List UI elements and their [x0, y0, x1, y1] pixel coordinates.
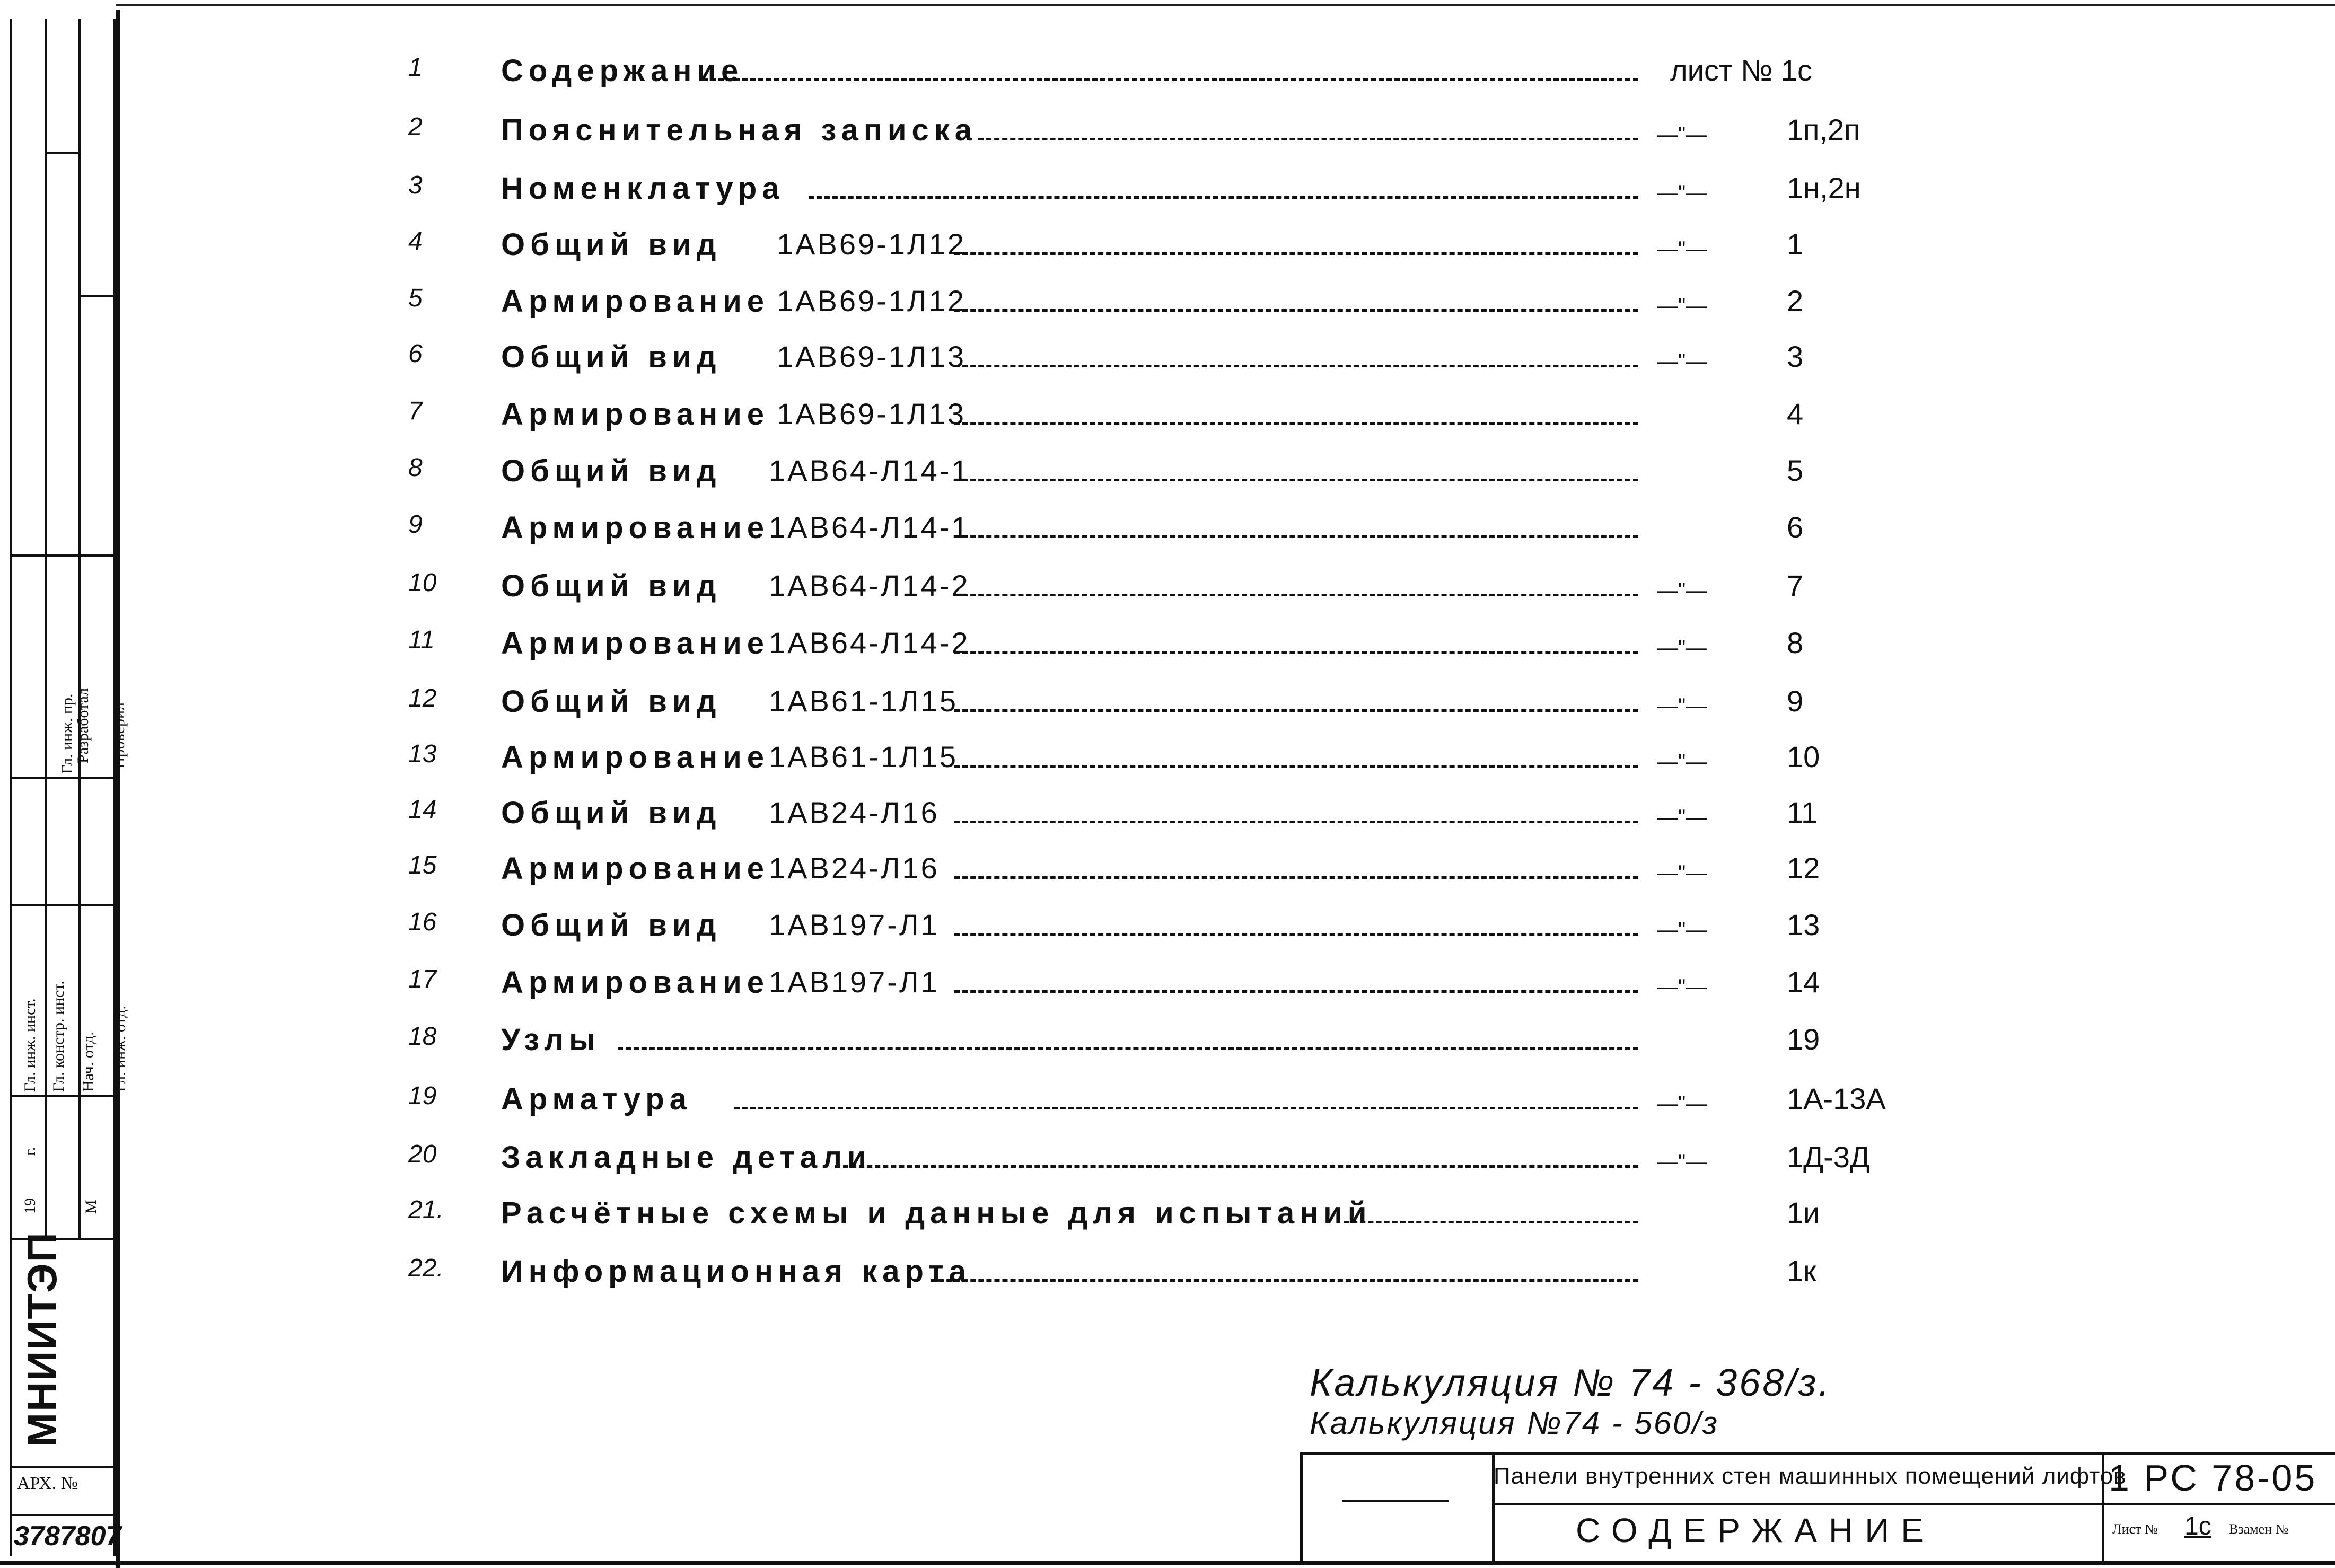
- row-number: 12: [408, 684, 437, 712]
- leader-dashes: [618, 1047, 1638, 1050]
- leader-dashes: [954, 876, 1638, 879]
- leader-dashes: [954, 990, 1638, 993]
- leader-dashes: [734, 1107, 1638, 1109]
- sheet-reference: 2: [1787, 284, 1804, 318]
- sheet-reference: 1Д-3Д: [1787, 1140, 1870, 1174]
- leader-dashes: [703, 78, 1638, 81]
- row-number: 7: [408, 397, 423, 425]
- ditto-mark: —"—: [1657, 918, 1707, 941]
- ditto-mark: —"—: [1657, 694, 1707, 718]
- sheet-reference: 19: [1787, 1023, 1820, 1056]
- document-description: Панели внутренних стен машинных помещений лифтов: [1494, 1463, 2127, 1489]
- leader-dashes: [954, 933, 1638, 936]
- row-number: 13: [408, 740, 437, 768]
- title-block-border: [1492, 1503, 2335, 1505]
- strip-line: [45, 19, 47, 1238]
- ditto-mark: —"—: [1657, 1150, 1707, 1174]
- sheet-reference: 11: [1787, 796, 1818, 829]
- sheet-reference: 1: [1787, 227, 1804, 261]
- leader-dashes: [954, 479, 1638, 481]
- ditto-mark: —"—: [1657, 636, 1707, 659]
- sheet-reference: 13: [1787, 908, 1820, 941]
- row-number: 16: [408, 908, 437, 936]
- row-title: Армирование: [501, 626, 770, 660]
- title-block-border: [1342, 1500, 1449, 1502]
- row-number: 3: [408, 171, 423, 199]
- ditto-mark: —"—: [1657, 237, 1707, 261]
- document-title: СОДЕРЖАНИЕ: [1576, 1511, 1935, 1549]
- title-block: [1300, 1452, 2335, 1564]
- drawing-code: 1АВ69-1Л12: [777, 227, 966, 261]
- row-number: 8: [408, 454, 423, 482]
- drawing-code: 1АВ197-Л1: [769, 965, 940, 999]
- ditto-mark: —"—: [1657, 181, 1707, 205]
- organization-name: МНИИТЭП: [19, 1231, 65, 1447]
- sheet-label: Лист №: [2112, 1521, 2158, 1537]
- sheet-reference: 3: [1787, 340, 1804, 373]
- drawing-code: 1АВ69-1Л13: [777, 397, 966, 430]
- strip-line: [10, 1466, 113, 1468]
- row-number: 21.: [408, 1196, 444, 1224]
- sheet-reference: 6: [1787, 510, 1804, 544]
- ditto-mark: —"—: [1657, 1092, 1707, 1115]
- strip-line: [10, 904, 113, 906]
- row-number: 9: [408, 510, 423, 539]
- leader-dashes: [954, 422, 1638, 425]
- strip-line: [10, 777, 113, 779]
- row-title: Расчётные схемы и данные для испытаний: [501, 1196, 1372, 1230]
- title-block-border: [1300, 1452, 2335, 1455]
- leader-dashes: [954, 651, 1638, 654]
- ditto-mark: —"—: [1657, 579, 1707, 602]
- row-title: Общий вид: [501, 227, 722, 262]
- document-code: 1 РС 78-05: [2109, 1457, 2318, 1499]
- leader-dashes: [931, 1279, 1638, 1282]
- leader-dashes: [954, 309, 1638, 312]
- leader-dashes: [954, 365, 1638, 367]
- row-number: 2: [408, 113, 423, 141]
- strip-role-label: Гл. инж. инст.: [21, 998, 39, 1092]
- row-number: 19: [408, 1082, 437, 1110]
- frame-top-border: [116, 4, 2335, 6]
- strip-year-label: 19: [21, 1198, 39, 1214]
- row-title: Общий вид: [501, 908, 722, 942]
- leader-dashes: [954, 765, 1638, 768]
- leader-dashes: [835, 1165, 1638, 1168]
- drawing-code: 1АВ64-Л14-1: [769, 510, 970, 544]
- row-number: 11: [408, 626, 435, 654]
- frame-left-border: [116, 10, 120, 1568]
- row-number: 14: [408, 796, 437, 824]
- ditto-mark: —"—: [1657, 861, 1707, 885]
- row-title: Общий вид: [501, 454, 722, 488]
- row-title: Узлы: [501, 1023, 601, 1057]
- sheet-reference: 12: [1787, 851, 1820, 885]
- row-title: Закладные детали: [501, 1140, 872, 1175]
- row-title: Армирование: [501, 965, 770, 1000]
- strip-line: [113, 19, 116, 1556]
- leader-dashes: [954, 252, 1638, 255]
- row-number: 17: [408, 965, 437, 993]
- leader-dashes: [954, 594, 1638, 596]
- strip-line: [10, 19, 12, 1556]
- sheet-reference: 1к: [1787, 1254, 1816, 1288]
- row-number: 4: [408, 227, 423, 256]
- row-title: Информационная карта: [501, 1254, 971, 1289]
- ditto-mark: —"—: [1657, 123, 1707, 146]
- replace-label: Взамен №: [2229, 1521, 2289, 1537]
- sheet-reference: 4: [1787, 397, 1804, 430]
- row-number: 22.: [408, 1254, 444, 1282]
- ditto-mark: —"—: [1657, 294, 1707, 318]
- drawing-code: 1АВ64-Л14-2: [769, 626, 970, 659]
- drawing-code: 1АВ197-Л1: [769, 908, 940, 941]
- strip-m-label: М: [82, 1200, 100, 1214]
- row-number: 6: [408, 340, 423, 368]
- leader-dashes: [978, 138, 1638, 140]
- sheet-reference: 1п,2п: [1787, 113, 1860, 146]
- drawing-code: 1АВ69-1Л13: [777, 340, 966, 373]
- leader-dashes: [1344, 1221, 1638, 1223]
- row-title: Содержание: [501, 54, 744, 88]
- sheet-reference: 9: [1787, 684, 1804, 718]
- row-title: Армирование: [501, 851, 770, 886]
- strip-line: [78, 295, 113, 297]
- row-title: Армирование: [501, 510, 770, 545]
- leader-dashes: [954, 821, 1638, 823]
- title-block-border: [1300, 1452, 1303, 1564]
- row-title: Армирование: [501, 740, 770, 774]
- archive-number: 3787807: [14, 1521, 121, 1552]
- ditto-mark: —"—: [1657, 806, 1707, 829]
- strip-role-label: Нач. отд.: [80, 1032, 97, 1092]
- leader-dashes: [954, 709, 1638, 712]
- row-number: 1: [408, 54, 423, 82]
- strip-role-label: Проверил: [110, 702, 128, 769]
- calculation-note: Калькуляция № 74 - 368/з.: [1310, 1362, 1831, 1404]
- row-number: 20: [408, 1140, 437, 1168]
- strip-role-label: Гл. констр. инст.: [50, 981, 67, 1092]
- sheet-reference: 1и: [1787, 1196, 1820, 1229]
- ditto-mark: —"—: [1657, 750, 1707, 773]
- strip-role-label: Гл. инж. пр.: [58, 693, 76, 774]
- sheet-reference: лист № 1с: [1670, 54, 1812, 87]
- drawing-code: 1АВ64-Л14-2: [769, 569, 970, 602]
- row-title: Общий вид: [501, 684, 722, 719]
- drawing-code: 1АВ24-Л16: [769, 851, 940, 885]
- drawing-code: 1АВ69-1Л12: [777, 284, 966, 318]
- ditto-mark: —"—: [1657, 975, 1707, 999]
- row-title: Армирование: [501, 397, 770, 431]
- row-title: Общий вид: [501, 796, 722, 830]
- row-title: Общий вид: [501, 569, 722, 603]
- sheet-reference: 1А-13А: [1787, 1082, 1886, 1115]
- strip-year-label: г.: [21, 1147, 39, 1156]
- row-number: 10: [408, 569, 437, 597]
- strip-line: [45, 152, 78, 154]
- row-title: Общий вид: [501, 340, 722, 374]
- row-number: 18: [408, 1023, 437, 1051]
- sheet-number: 1с: [2184, 1512, 2211, 1540]
- sheet-reference: 7: [1787, 569, 1804, 602]
- ditto-mark: —"—: [1657, 350, 1707, 373]
- leader-dashes: [809, 196, 1638, 199]
- archive-label: АРХ. №: [17, 1474, 78, 1493]
- strip-role-label: Разработал: [74, 688, 92, 763]
- leader-dashes: [954, 535, 1638, 538]
- row-number: 15: [408, 851, 437, 879]
- sheet-reference: 10: [1787, 740, 1820, 773]
- sheet-reference: 14: [1787, 965, 1820, 999]
- row-title: Пояснительная записка: [501, 113, 978, 147]
- strip-role-label: Гл. инж. отд.: [111, 1006, 129, 1092]
- drawing-code: 1АВ61-1Л15: [769, 740, 958, 773]
- sheet-reference: 5: [1787, 454, 1804, 487]
- strip-line: [10, 554, 113, 557]
- sheet-reference: 8: [1787, 626, 1804, 659]
- drawing-code: 1АВ24-Л16: [769, 796, 940, 829]
- row-title: Номенклатура: [501, 171, 785, 206]
- row-number: 5: [408, 284, 423, 312]
- sheet-reference: 1н,2н: [1787, 171, 1861, 205]
- calculation-note: Калькуляция №74 - 560/з: [1310, 1405, 1719, 1441]
- drawing-code: 1АВ61-1Л15: [769, 684, 958, 718]
- strip-line: [10, 1095, 113, 1097]
- drawing-code: 1АВ64-Л14-1: [769, 454, 970, 487]
- strip-line: [10, 1514, 113, 1516]
- row-title: Арматура: [501, 1082, 692, 1116]
- row-title: Армирование: [501, 284, 770, 319]
